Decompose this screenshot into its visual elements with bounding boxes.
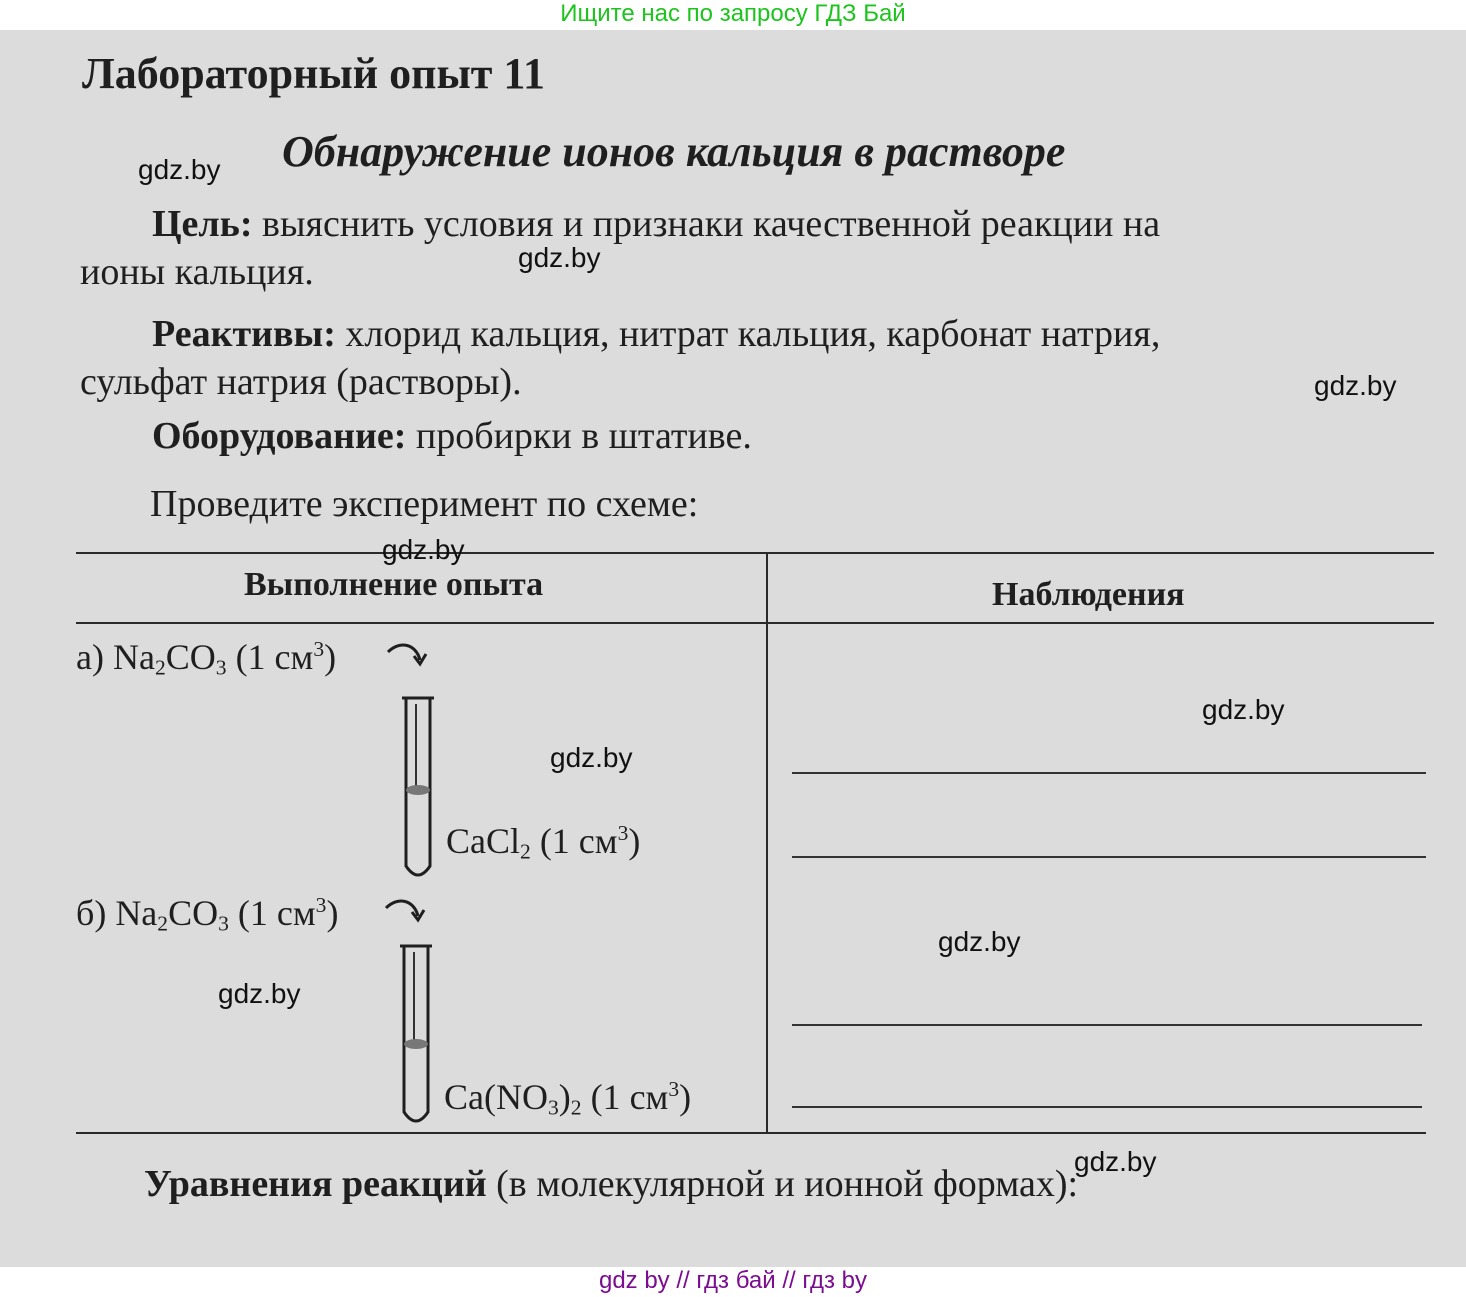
row-a-reagent-1: а) $Na_2CO_3$ (1 $см^3$) <box>76 637 337 680</box>
bottom-banner[interactable]: gdz by // гдз бай // гдз by <box>598 1267 868 1294</box>
watermark: gdz.by <box>138 154 221 185</box>
table-bottom-rule <box>76 1132 1426 1134</box>
watermark: gdz.by <box>518 242 601 273</box>
equipment-line <box>152 414 752 458</box>
table-header-procedure: Выполнение опыта <box>244 566 544 603</box>
watermark: gdz.by <box>382 534 465 565</box>
row-b-answer-line-2[interactable] <box>792 1106 1422 1108</box>
row-b-reagent-1: б) $Na_2CO_3$ (1 $см^3$) <box>76 893 339 936</box>
reagents-line-1 <box>152 312 1160 356</box>
watermark: gdz.by <box>1202 694 1285 725</box>
table-header-rule <box>76 622 1434 624</box>
row-a-answer-line-2[interactable] <box>792 856 1426 858</box>
table-header-observations: Наблюдения <box>992 576 1185 613</box>
equipment-text: пробирки в штативе. <box>415 415 752 457</box>
textbook-page <box>0 30 1466 1267</box>
watermark: gdz.by <box>218 978 301 1009</box>
equations-text: (в молекулярной и ионной формах): <box>486 1163 1079 1205</box>
watermark: gdz.by <box>1074 1146 1157 1177</box>
watermark: gdz.by <box>1314 370 1397 401</box>
top-banner[interactable]: Ищите нас по запросу ГДЗ Бай <box>560 0 906 27</box>
row-b-answer-line-1[interactable] <box>792 1024 1422 1026</box>
reagents-text-2: сульфат натрия (растворы). <box>80 361 522 403</box>
goal-text-1: выяснить условия и признаки качественной реакции на <box>262 203 1161 245</box>
watermark: gdz.by <box>550 742 633 773</box>
goal-text-2: ионы кальция. <box>80 251 314 293</box>
instruction-text: Проведите эксперимент по схеме: <box>150 483 699 525</box>
goal-line-1 <box>152 202 1160 246</box>
row-b-reagent-2: $Ca(NO_3)_2$ (1 $см^3$) <box>444 1077 692 1120</box>
goal-label: Цель: <box>152 203 253 245</box>
watermark: gdz.by <box>938 926 1021 957</box>
page-subtitle: Обнаружение ионов кальция в растворе <box>282 127 1066 176</box>
table-column-divider <box>766 554 768 1132</box>
row-a-reagent-2: CaCl$_2$ (1 $см^3$) <box>446 821 641 864</box>
equipment-label: Оборудование: <box>152 415 407 457</box>
page-title: Лабораторный опыт 11 <box>82 49 545 98</box>
equations-line <box>144 1162 1078 1206</box>
equations-label: Уравнения реакций <box>144 1163 487 1205</box>
reagents-text-1: хлорид кальция, нитрат кальция, карбонат натрия, <box>345 313 1161 355</box>
row-a-answer-line-1[interactable] <box>792 772 1426 774</box>
table-top-rule <box>76 552 1434 554</box>
reagents-label: Реактивы: <box>152 313 336 355</box>
